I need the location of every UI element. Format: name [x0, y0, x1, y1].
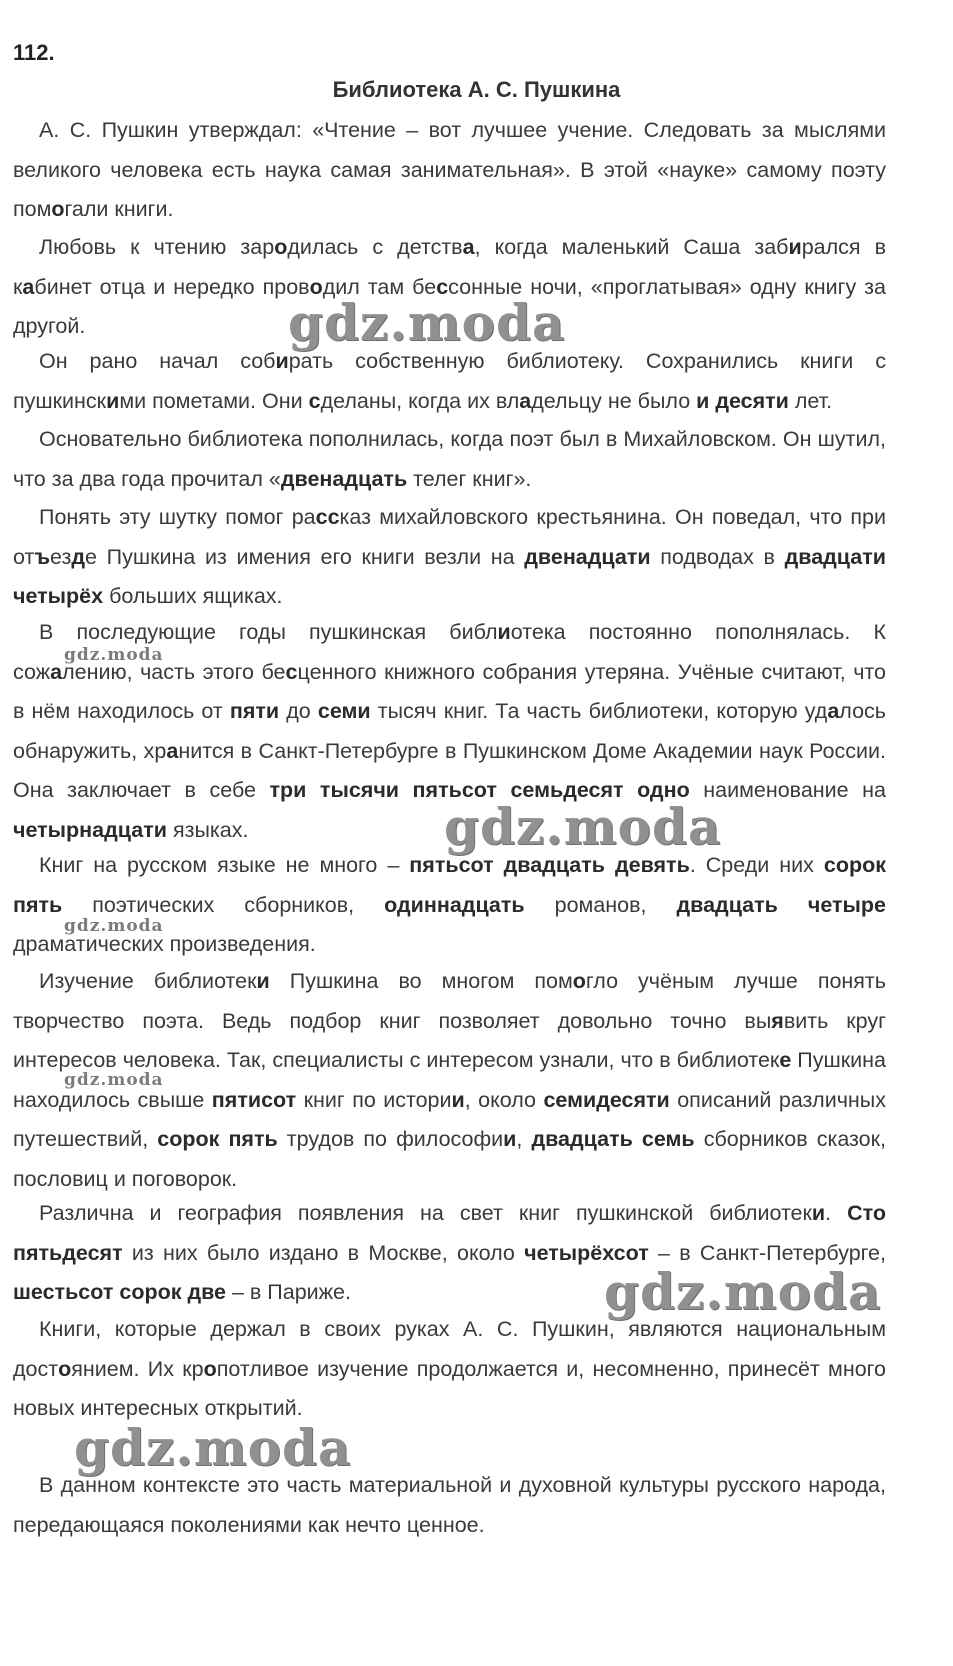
text-segment: В данном контексте это часть материальной и духовной культуры русского народа, передающаяся поколениями как нечто ценное. — [13, 1473, 886, 1537]
text-segment: сборников сказок, пословиц и поговорок. — [13, 1127, 886, 1191]
text-segment: больших ящиках. — [103, 584, 283, 608]
emphasized-text: четырёхсот — [524, 1240, 649, 1265]
text-segment: Он рано начал соб — [39, 349, 276, 373]
text-segment: каз михайловского крестьянина. Он поведал, что при от — [13, 505, 886, 569]
text-segment: рать собственную библиотеку. Сохранились книги с пушкинск — [13, 349, 886, 413]
emphasized-text: о — [274, 235, 288, 259]
emphasized-text: с — [436, 274, 449, 299]
emphasized-text: е — [779, 1048, 792, 1072]
document-title: Библиотека А. С. Пушкина — [332, 77, 621, 102]
emphasized-text: и десяти — [696, 388, 789, 413]
text-segment: дил там бе — [322, 274, 437, 299]
text-segment: е Пушкина из имения его книги везли на — [85, 544, 525, 569]
emphasized-text: ъ — [34, 544, 51, 569]
emphasized-text: три тысячи пятьсот семьдесят одно — [269, 778, 690, 802]
emphasized-text: а — [462, 235, 475, 259]
text-segment: Книг на русском языке не много – — [39, 853, 410, 877]
text-segment: деланы, когда их вл — [320, 388, 520, 413]
emphasized-text: двенадцати — [524, 544, 651, 569]
emphasized-text: пятисот — [211, 1087, 297, 1112]
text-segment: янием. Их кр — [71, 1356, 204, 1381]
text-segment: ми пометами. Они — [119, 388, 309, 413]
text-segment: до — [279, 699, 318, 723]
text-segment: поэтических сборников, — [62, 892, 385, 917]
text-segment: ценного книжного собрания утеряна. Учёные считают, что в нём находилось от — [13, 659, 886, 723]
text-segment: Книги, которые держал в своих руках А. С. Пушкин, являются национальным дост — [13, 1317, 886, 1381]
paragraph-6 — [13, 613, 886, 850]
text-segment: . — [825, 1201, 848, 1225]
emphasized-text: сорок пять — [157, 1127, 278, 1151]
emphasized-text: и — [256, 969, 270, 993]
emphasized-text: а — [166, 738, 179, 763]
paragraph-8 — [13, 962, 886, 1199]
text-segment: гло учёным лучше понять творчество поэта. Ведь подбор книг позволяет довольно точно вы — [13, 969, 886, 1033]
emphasized-text: и — [788, 235, 802, 259]
text-segment: отека постоянно пополнялась. К сож — [13, 620, 887, 684]
text-segment: тысяч книг. Та часть библиотеки, которую уд — [370, 699, 828, 723]
emphasized-text: пятьсот двадцать девять — [409, 853, 690, 877]
text-segment: лось обнаружить, хр — [13, 699, 886, 763]
emphasized-text: я — [771, 1008, 784, 1033]
paragraph-1 — [13, 111, 886, 230]
paragraph-3 — [13, 342, 886, 421]
emphasized-text: двадцати четырёх — [13, 544, 886, 608]
watermark: gdz.moda — [604, 1262, 882, 1321]
emphasized-text: сс — [315, 505, 340, 529]
text-segment: Пушкина во многом пом — [269, 969, 573, 993]
text-segment: – в Париже. — [225, 1280, 351, 1304]
text-segment: лению, часть этого бе — [62, 659, 286, 684]
emphasized-text: и — [503, 1127, 517, 1151]
paragraph-7 — [13, 846, 886, 965]
text-segment: бинет отца и нередко пров — [34, 274, 310, 299]
text-segment: языках. — [166, 817, 249, 842]
text-segment: телег книг». — [407, 466, 532, 491]
emphasized-text: двенадцать — [280, 466, 408, 491]
watermark: gdz.moda — [64, 645, 164, 665]
emphasized-text: двадцать семь — [531, 1127, 695, 1151]
text-segment: Основательно библиотека пополнилась, когда поэт был в Михайловском. Он шутил, что за два года прочитал « — [13, 427, 886, 491]
text-segment: сонные ночи, «проглатывая» одну книгу за другой. — [13, 274, 887, 338]
paragraph-2 — [13, 228, 886, 347]
emphasized-text: с — [285, 659, 298, 684]
emphasized-text: о — [203, 1356, 217, 1381]
text-segment: ез — [50, 544, 72, 569]
text-segment: вить круг интересов человека. Так, специалисты с интересом узнали, что в библиотек — [13, 1008, 886, 1072]
watermark: gdz.moda — [288, 293, 566, 352]
watermark: gdz.moda — [64, 916, 164, 936]
text-segment: Пушкина находилось свыше — [13, 1048, 886, 1112]
emphasized-text: одиннадцать — [384, 892, 525, 917]
text-segment: трудов по философи — [277, 1127, 504, 1151]
emphasized-text: д — [71, 544, 86, 569]
paragraph-11 — [13, 1466, 886, 1545]
emphasized-text: о — [309, 274, 323, 299]
emphasized-text: и — [106, 388, 120, 413]
emphasized-text: а — [50, 659, 63, 684]
emphasized-text: о — [51, 197, 65, 221]
text-segment: рался в к — [13, 235, 886, 299]
text-segment: гали книги. — [64, 197, 174, 221]
text-segment: дилась с детств — [287, 235, 463, 259]
text-segment: – в Санкт-Петербурге, — [648, 1240, 886, 1265]
paragraph-5 — [13, 498, 886, 617]
emphasized-text: семи — [317, 699, 371, 723]
watermark: gdz.moda — [444, 797, 722, 856]
text-segment: А. С. Пушкин утверждал: «Чтение – вот лучшее учение. Следовать за мыслями великого человека есть наука самая занимательная». В этой «науке» самому поэту пом — [13, 118, 886, 221]
emphasized-text: а — [519, 388, 532, 413]
emphasized-text: пяти — [229, 699, 280, 723]
text-segment: из них было издано в Москве, около — [122, 1240, 525, 1265]
watermark: gdz.moda — [64, 1070, 164, 1090]
emphasized-text: о — [58, 1356, 72, 1381]
text-segment: описаний различных путешествий, — [13, 1087, 886, 1151]
emphasized-text: и — [451, 1087, 465, 1112]
text-segment: лет. — [788, 388, 833, 413]
text-segment: потливое изучение продолжается и, несомненно, принесёт много новых интересных открытий. — [13, 1356, 886, 1420]
text-segment: В последующие годы пушкинская библ — [39, 620, 498, 644]
emphasized-text: и — [275, 349, 289, 373]
emphasized-text: семидесяти — [543, 1087, 670, 1112]
emphasized-text: о — [572, 969, 586, 993]
text-segment: . Среди них — [689, 853, 824, 877]
emphasized-text: с — [308, 388, 321, 413]
emphasized-text: и — [497, 620, 511, 644]
emphasized-text: и — [811, 1201, 826, 1225]
paragraph-4 — [13, 420, 886, 499]
text-segment: Изучение библиотек — [39, 969, 257, 993]
task-number: 112. — [13, 40, 55, 65]
paragraph-9 — [13, 1194, 886, 1313]
text-segment: подводах в — [650, 544, 785, 569]
text-segment: книг по истори — [296, 1087, 452, 1112]
emphasized-text: Сто пятьдесят — [13, 1201, 886, 1265]
text-segment: нится в Санкт-Петербурге в Пушкинском Доме Академии наук России. Она заключает в себе — [13, 738, 887, 802]
text-segment: , около — [464, 1087, 544, 1112]
text-segment: Любовь к чтению зар — [39, 235, 275, 259]
text-segment: Различна и география появления на свет книг пушкинской библиотек — [39, 1201, 812, 1225]
emphasized-text: а — [22, 274, 35, 299]
text-segment: романов, — [524, 892, 677, 917]
emphasized-text: четырнадцати — [13, 817, 167, 842]
watermark: gdz.moda — [74, 1418, 352, 1477]
text-segment: драматических произведения. — [13, 932, 316, 956]
emphasized-text: а — [827, 699, 840, 723]
paragraph-10 — [13, 1310, 886, 1429]
text-segment: Понять эту шутку помог ра — [39, 505, 316, 529]
emphasized-text: двадцать четыре — [676, 892, 887, 917]
text-segment: , когда маленький Саша заб — [474, 235, 789, 259]
text-segment: наименование на — [689, 778, 886, 802]
emphasized-text: сорок пять — [13, 853, 886, 917]
emphasized-text: шестьсот сорок две — [13, 1280, 226, 1304]
text-segment: дельцу не было — [531, 388, 697, 413]
text-segment: , — [516, 1127, 532, 1151]
